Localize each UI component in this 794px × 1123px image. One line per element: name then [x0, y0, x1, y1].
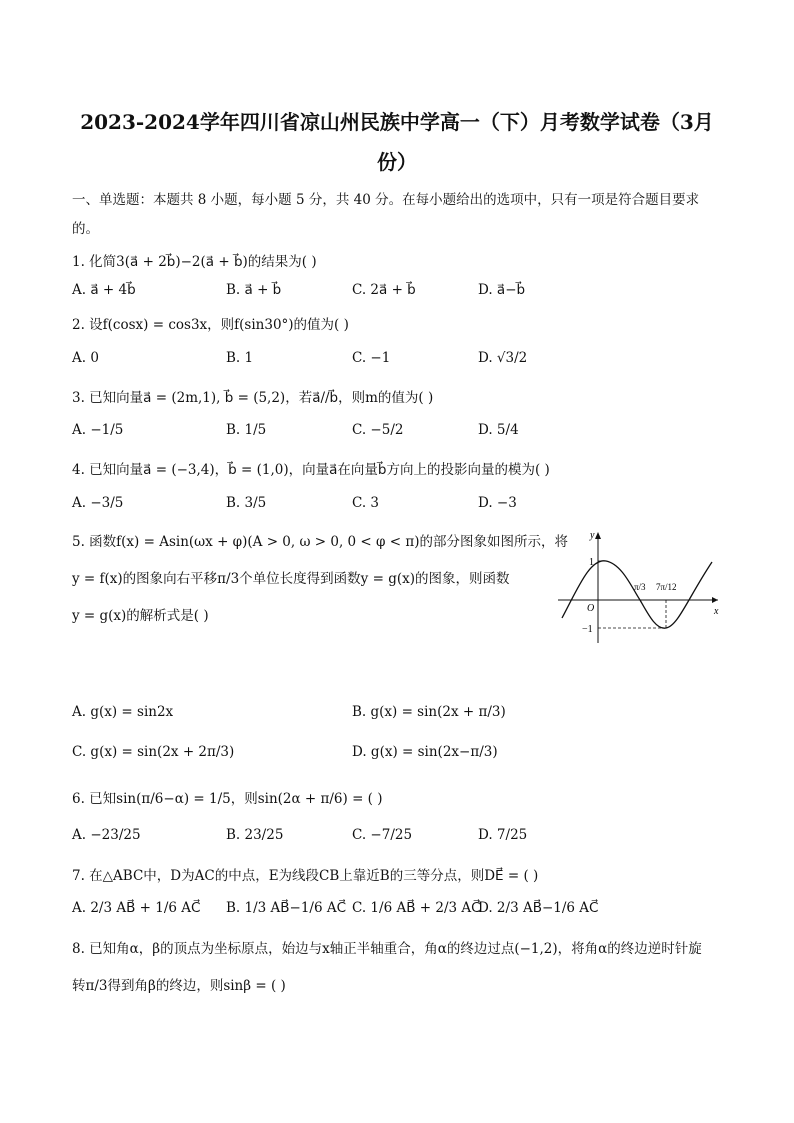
sine-function-graph — [548, 528, 724, 648]
question-5-option-b: B. g(x) = sin(2x + π/3) — [352, 704, 506, 720]
question-7-option-a: A. 2/3 AB⃗ + 1/6 AC⃗ — [72, 900, 201, 916]
y-axis-arrow — [595, 532, 601, 539]
x-axis-label: x — [714, 606, 719, 617]
question-1-option-c: C. 2a⃗ + b⃗ — [352, 282, 416, 298]
paper-title-line2: 份） — [377, 150, 417, 174]
question-2-option-c: C. −1 — [352, 350, 391, 366]
paper-title-line1: 2023-2024学年四川省凉山州民族中学高一（下）月考数学试卷（3月 — [80, 110, 714, 134]
question-2-option-a: A. 0 — [72, 350, 99, 366]
question-6-option-c: C. −7/25 — [352, 827, 413, 843]
question-3-option-a: A. −1/5 — [72, 422, 124, 438]
question-6-option-a: A. −23/25 — [72, 827, 141, 843]
question-4-option-a: A. −3/5 — [72, 495, 124, 511]
question-2-option-b: B. 1 — [226, 350, 254, 366]
question-1-option-a: A. a⃗ + 4b⃗ — [72, 282, 136, 298]
x-tick-7pi-over-12: 7π/12 — [656, 582, 677, 592]
question-3-option-b: B. 1/5 — [226, 422, 267, 438]
question-1-option-b: B. a⃗ + b⃗ — [226, 282, 282, 298]
question-1-option-d: D. a⃗−b⃗ — [478, 282, 526, 298]
question-6-option-d: D. 7/25 — [478, 827, 528, 843]
origin-label: O — [587, 603, 595, 614]
question-2-text: 2. 设f(cosx) = cos3x，则f(sin30°)的值为( ) — [72, 317, 349, 333]
section-intro-line1: 一、单选题：本题共 8 小题，每小题 5 分，共 40 分。在每小题给出的选项中，只有一项是符合题目要求 — [72, 192, 700, 208]
x-tick-pi-over-3: π/3 — [634, 582, 646, 592]
y-min-label: −1 — [582, 624, 593, 635]
question-4-option-b: B. 3/5 — [226, 495, 267, 511]
question-5-option-c: C. g(x) = sin(2x + 2π/3) — [72, 744, 235, 760]
question-6-option-b: B. 23/25 — [226, 827, 284, 843]
question-1-text: 1. 化简3(a⃗ + 2b⃗)−2(a⃗ + b⃗)的结果为( ) — [72, 254, 317, 270]
question-5-text-line1: 5. 函数f(x) = Asin(ωx + φ)(A > 0, ω > 0, 0 < φ < π)的部分图象如图所示，将 — [72, 534, 569, 550]
question-3-option-d: D. 5/4 — [478, 422, 519, 438]
question-5-option-d: D. g(x) = sin(2x−π/3) — [352, 744, 498, 760]
sine-curve — [562, 561, 712, 628]
question-3-text: 3. 已知向量a⃗ = (2m,1), b⃗ = (5,2)，若a⃗//b⃗，则m的值为( ) — [72, 390, 434, 406]
question-3-option-c: C. −5/2 — [352, 422, 404, 438]
question-6-text: 6. 已知sin(π/6−α) = 1/5，则sin(2α + π/6) = ( ) — [72, 791, 383, 807]
y-max-label: 1 — [589, 557, 594, 568]
y-axis-label: y — [590, 530, 595, 541]
question-7-option-b: B. 1/3 AB⃗−1/6 AC⃗ — [226, 900, 347, 916]
section-intro-line2: 的。 — [72, 221, 99, 237]
question-5-option-a: A. g(x) = sin2x — [72, 704, 174, 720]
question-5-text-line2: y = f(x)的图象向右平移π/3个单位长度得到函数y = g(x)的图象，则函数 — [72, 571, 510, 587]
question-8-text-line1: 8. 已知角α，β的顶点为坐标原点，始边与x轴正半轴重合，角α的终边过点(−1,2)，将角α的终边逆时针旋 — [72, 941, 702, 957]
question-4-option-d: D. −3 — [478, 495, 517, 511]
question-7-option-c: C. 1/6 AB⃗ + 2/3 AC⃗ — [352, 900, 481, 916]
x-axis-arrow — [712, 597, 718, 603]
question-5-text-line3: y = g(x)的解析式是( ) — [72, 608, 209, 624]
question-7-text: 7. 在△ABC中，D为AC的中点，E为线段CB上靠近B的三等分点，则DE⃗ = ( ) — [72, 868, 539, 884]
question-4-option-c: C. 3 — [352, 495, 380, 511]
question-7-option-d: D. 2/3 AB⃗−1/6 AC⃗ — [478, 900, 599, 916]
question-8-text-line2: 转π/3得到角β的终边，则sinβ = ( ) — [72, 978, 286, 994]
question-4-text: 4. 已知向量a⃗ = (−3,4)，b⃗ = (1,0)，向量a⃗在向量b⃗方向上的投影向量的模为( ) — [72, 462, 550, 478]
question-2-option-d: D. √3/2 — [478, 350, 528, 366]
